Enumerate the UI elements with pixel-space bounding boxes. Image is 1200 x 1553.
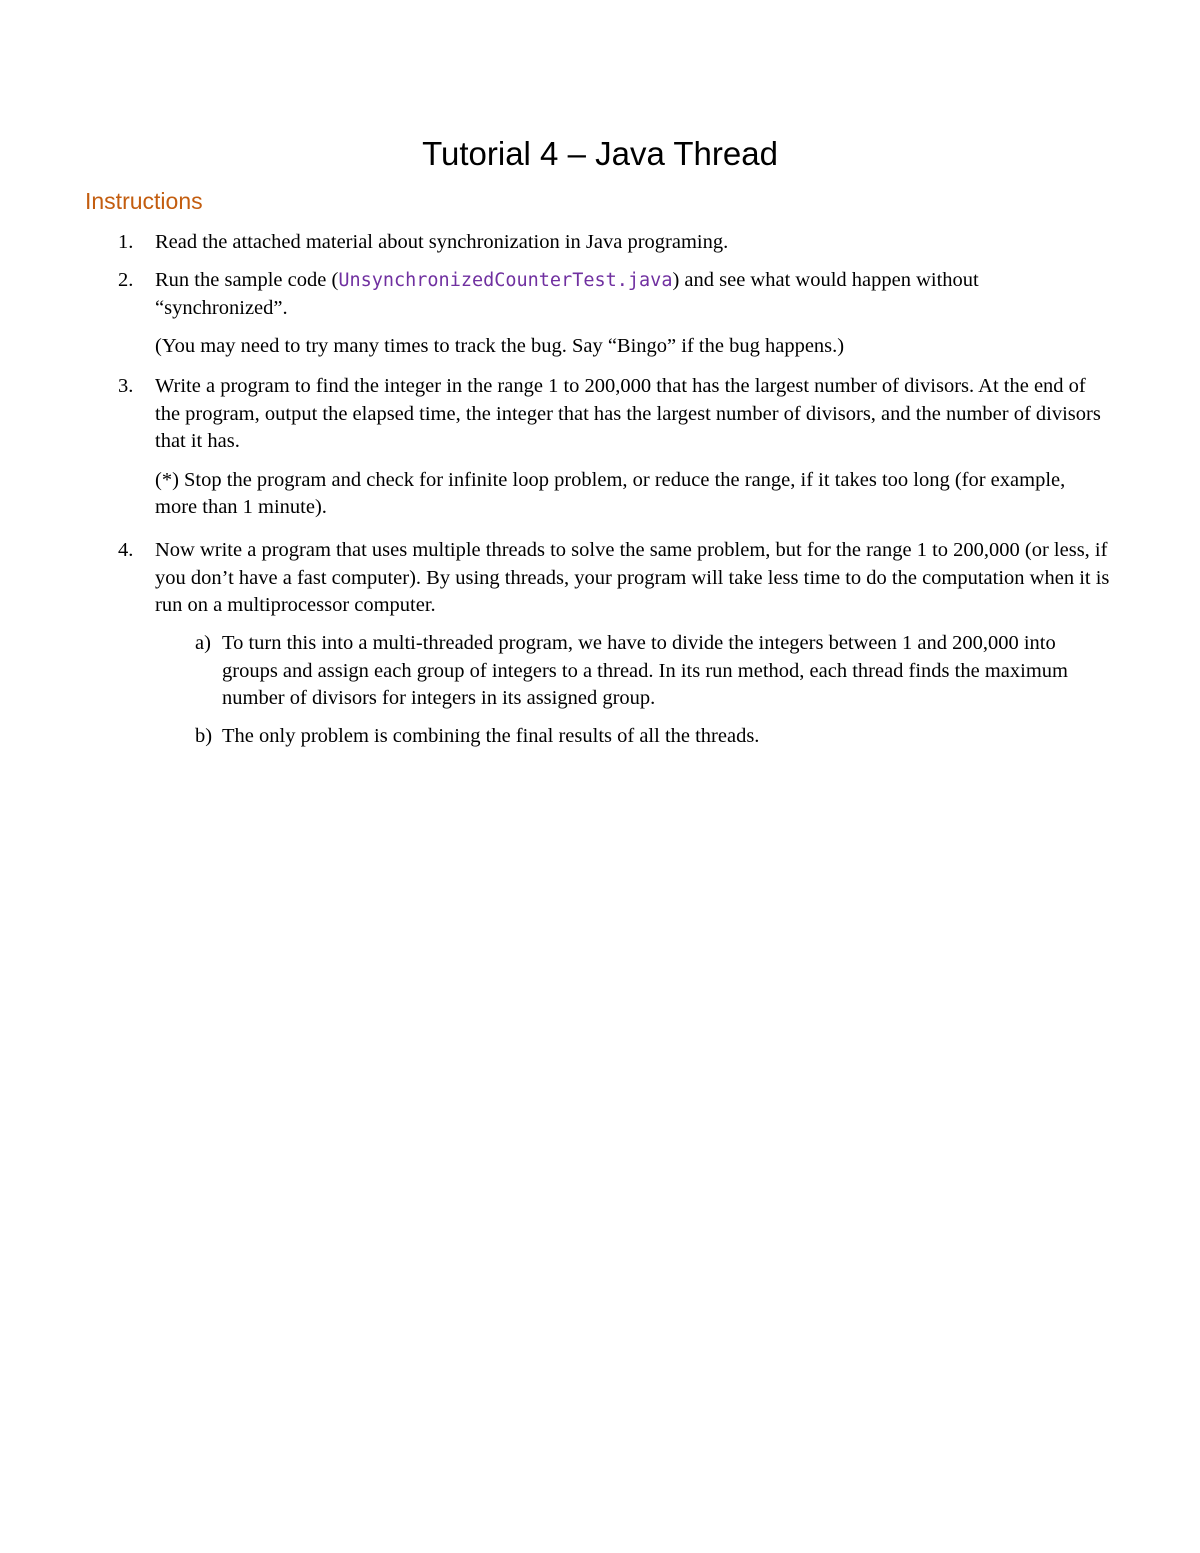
text-after-code: ) and see what would happen without “synchronized”.	[155, 269, 979, 319]
code-filename: UnsynchronizedCounterTest.java	[338, 270, 673, 291]
page-title: Tutorial 4 – Java Thread	[422, 135, 778, 172]
sub-list-item-text: The only problem is combining the final results of all the threads.	[222, 725, 760, 747]
list-item-2	[118, 267, 1108, 361]
sub-list-item-label: b)	[195, 725, 213, 747]
list-item-number: 4.	[118, 539, 134, 561]
list-item-text: Now write a program that uses multiple threads to solve the same problem, but for the range 1 to 200,000 (or less, if you don’t have a fast computer). By using threads, your program will take less time to do the computation when it is run on a multiprocessor computer.	[155, 539, 1110, 616]
list-item-text	[155, 267, 1110, 322]
list-item-text: Write a program to find the integer in the range 1 to 200,000 that has the largest number of divisors. At the end of the program, output the elapsed time, the integer that has the largest number of divisors, and the number of divisors that it has.	[155, 375, 1101, 452]
section-heading-instructions: Instructions	[85, 188, 203, 214]
list-item-text: Read the attached material about synchronization in Java programing.	[155, 231, 729, 253]
list-item-number: 2.	[118, 269, 134, 291]
sub-list-item-label: a)	[195, 632, 211, 654]
list-item-note: (You may need to try many times to track the bug. Say “Bingo” if the bug happens.)	[155, 335, 845, 357]
text-before-code: Run the sample code (	[155, 269, 339, 291]
list-item-3	[118, 373, 1108, 522]
list-item-4	[118, 537, 1108, 620]
list-item-number: 3.	[118, 375, 134, 397]
sub-list-item-a	[195, 630, 1095, 713]
list-item-note: (*) Stop the program and check for infinite loop problem, or reduce the range, if it takes too long (for example, more than 1 minute).	[155, 468, 1066, 518]
sub-list-item-b	[195, 723, 1095, 751]
list-item-number: 1.	[118, 231, 134, 253]
list-item-1	[118, 229, 1108, 257]
sub-list-item-text: To turn this into a multi-threaded program, we have to divide the integers between 1 and 200,000 into groups and assign each group of integers to a thread. In its run method, each thread finds the maximum number of divisors for integers in its assigned group.	[222, 632, 1068, 709]
